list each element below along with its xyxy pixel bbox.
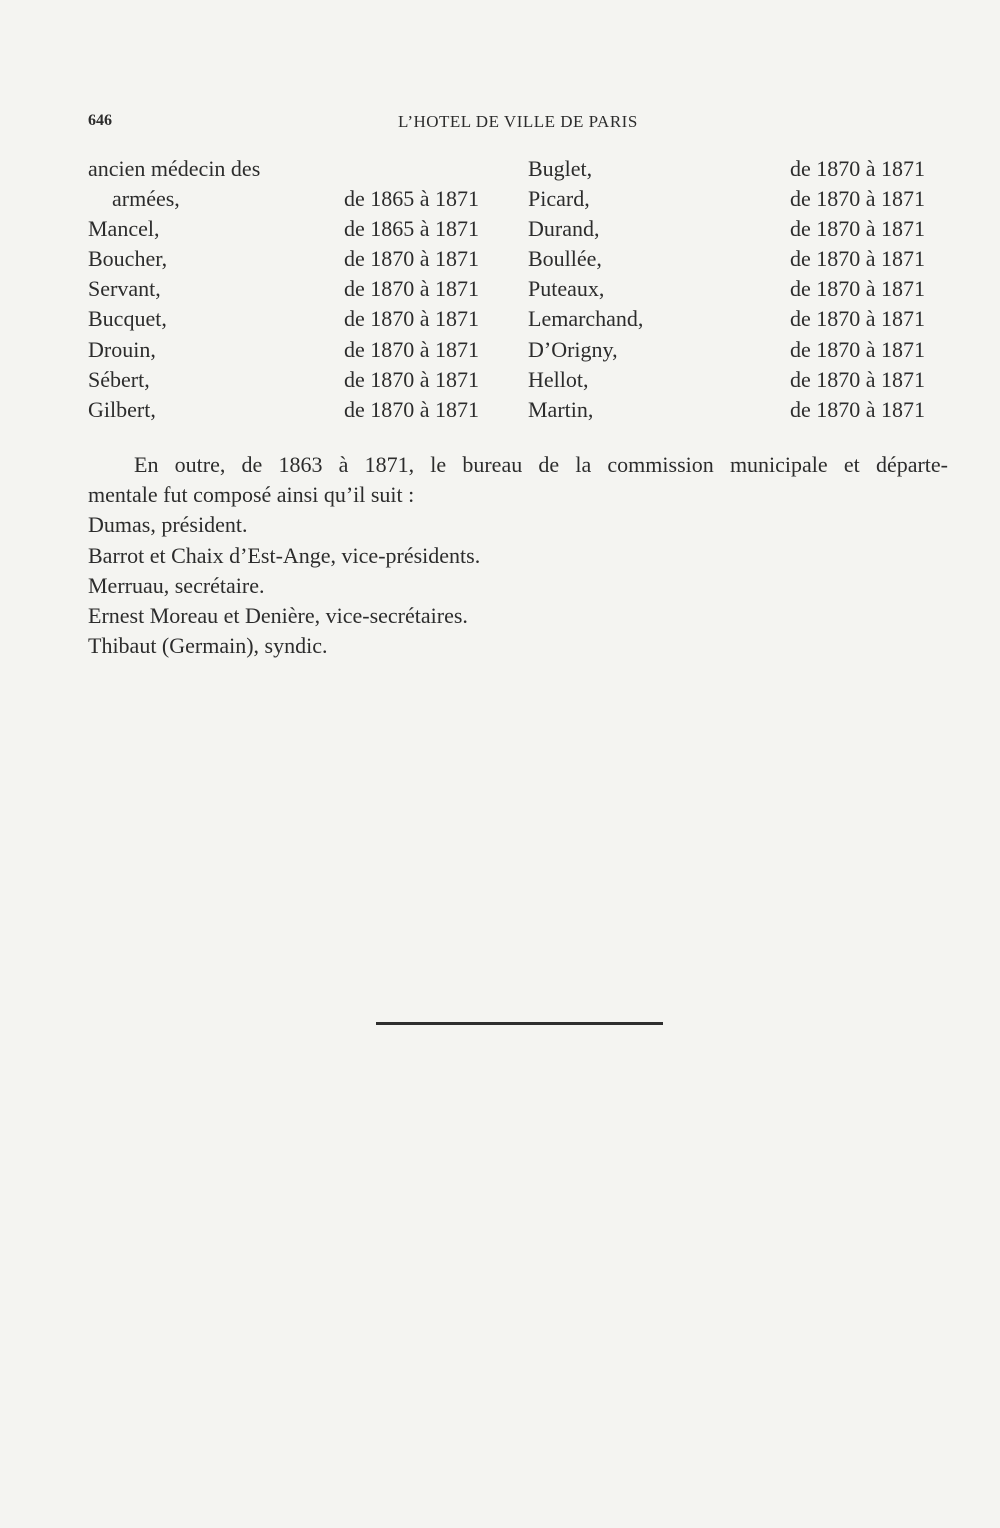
right-dates: de 1870 à 1871 [790,366,926,392]
left-name: Gilbert, [88,396,156,422]
left-dates: de 1870 à 1871 [344,276,480,302]
left-dates: de 1870 à 1871 [344,246,480,272]
right-name: Puteaux, [528,276,605,302]
left-name: ancien médecin des [88,156,261,181]
paragraph-line: Barrot et Chaix d’Est-Ange, vice-présidents. [88,542,481,568]
right-dates: de 1870 à 1871 [790,336,926,362]
right-dates: de 1870 à 1871 [790,156,926,181]
list-row [0,270,1000,300]
list-row [0,331,1000,361]
left-name: Boucher, [88,246,168,272]
left-name: Mancel, [88,216,160,242]
left-name: Sébert, [88,366,150,392]
left-dates: de 1865 à 1871 [344,186,480,212]
left-dates: de 1870 à 1871 [344,336,480,362]
list-row [0,361,1000,391]
page-number: 646 [88,112,112,129]
left-name: Bucquet, [88,306,167,332]
paragraph-line: Merruau, secrétaire. [88,572,265,598]
list-row [0,150,1000,180]
paragraph-line: En outre, de 1863 à 1871, le bureau de la commission municipale et départe- [134,452,948,477]
right-dates: de 1870 à 1871 [790,246,926,272]
left-dates: de 1870 à 1871 [344,366,480,392]
bureau-paragraph [88,450,948,661]
closing-rule [376,1022,663,1025]
right-dates: de 1870 à 1871 [790,306,926,332]
right-name: Picard, [528,186,590,212]
paragraph-line: Ernest Moreau et Denière, vice-secrétaires. [88,603,468,629]
left-name: Servant, [88,276,161,302]
right-name: Lemarchand, [528,306,644,332]
paragraph-line: mentale fut composé ainsi qu’il suit : [88,482,415,508]
paragraph-line: Thibaut (Germain), syndic. [88,633,328,659]
left-name: armées, [112,186,180,212]
right-name: Hellot, [528,366,589,392]
list-row [0,210,1000,240]
list-row [0,391,1000,421]
left-name: Drouin, [88,336,156,362]
right-dates: de 1870 à 1871 [790,396,926,422]
right-dates: de 1870 à 1871 [790,186,926,212]
right-name: D’Origny, [528,336,618,362]
list-row [0,300,1000,330]
paragraph-line: Dumas, président. [88,512,248,538]
left-dates: de 1870 à 1871 [344,396,480,422]
running-title: L’HOTEL DE VILLE DE PARIS [398,112,638,131]
list-row [0,240,1000,270]
right-name: Martin, [528,396,594,422]
left-dates: de 1870 à 1871 [344,306,480,332]
page-header [88,112,944,140]
right-dates: de 1870 à 1871 [790,276,926,302]
right-name: Buglet, [528,156,593,181]
list-row [0,180,1000,210]
right-name: Boullée, [528,246,602,272]
left-dates: de 1865 à 1871 [344,216,480,242]
members-list [0,150,1000,421]
right-name: Durand, [528,216,600,242]
right-dates: de 1870 à 1871 [790,216,926,242]
